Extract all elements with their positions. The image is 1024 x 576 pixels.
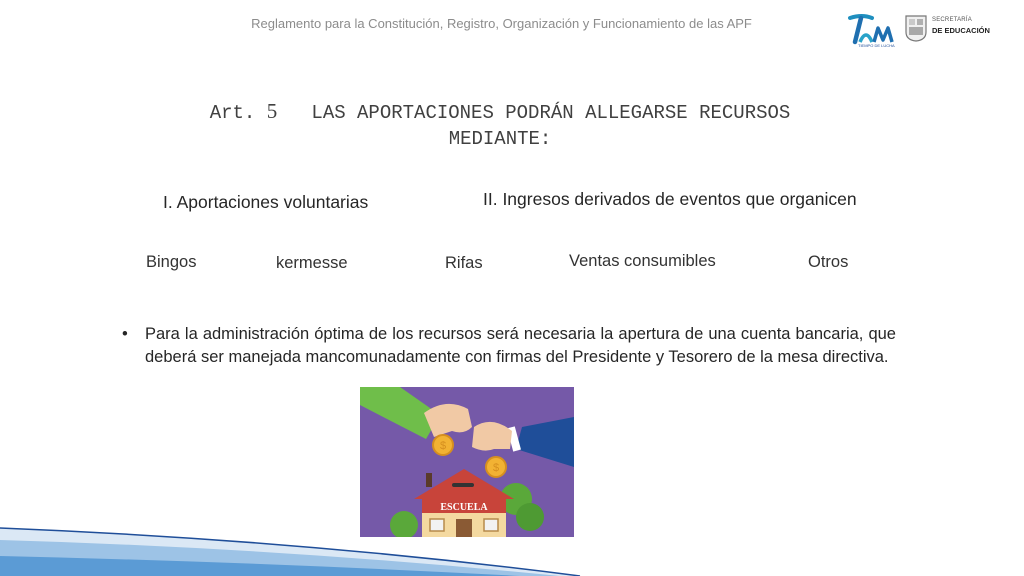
header-logos	[846, 12, 996, 48]
event-rifas: Rifas	[445, 254, 483, 272]
bullet-point-icon: •	[122, 325, 128, 343]
event-bingos: Bingos	[146, 253, 197, 271]
header-title: Reglamento para la Constitución, Registro, Organización y Funcionamiento de las APF	[251, 16, 752, 31]
decorative-bottom-wave	[0, 500, 1024, 576]
event-kermesse: kermesse	[276, 254, 348, 272]
school-sign: ESCUELA	[440, 502, 488, 513]
article-number: 5	[266, 99, 278, 123]
subtitle-eventos: II. Ingresos derivados de eventos que organicen	[483, 189, 857, 209]
event-ventas-consumibles: Ventas consumibles	[569, 252, 716, 270]
coin-symbol-1: $	[439, 440, 447, 452]
tam-tagline: TIEMPO DE LUCHA	[858, 43, 895, 48]
bullet-paragraph	[122, 323, 896, 369]
secretaria-label: SECRETARÍA	[932, 17, 972, 23]
tam-logo	[846, 12, 902, 48]
bullet-text: Para la administración óptima de los recursos será necesaria la apertura de una cuenta bancaria, que deberá ser manejada mancomunadamente con firmas del Presidente y Tesorero de la mesa directiva.	[145, 325, 896, 366]
title-line-1: LAS APORTACIONES PODRÁN ALLEGARSE RECURSOS	[311, 102, 791, 124]
article-prefix: Art.	[209, 102, 256, 124]
slide-title	[150, 98, 850, 152]
subtitle-voluntarias: I. Aportaciones voluntarias	[163, 192, 369, 212]
department-label: DE EDUCACIÓN	[932, 26, 990, 35]
event-otros: Otros	[808, 253, 849, 271]
title-line-2: MEDIANTE:	[448, 128, 552, 150]
coin-symbol-2: $	[492, 462, 500, 474]
state-seal-icon	[904, 14, 928, 42]
